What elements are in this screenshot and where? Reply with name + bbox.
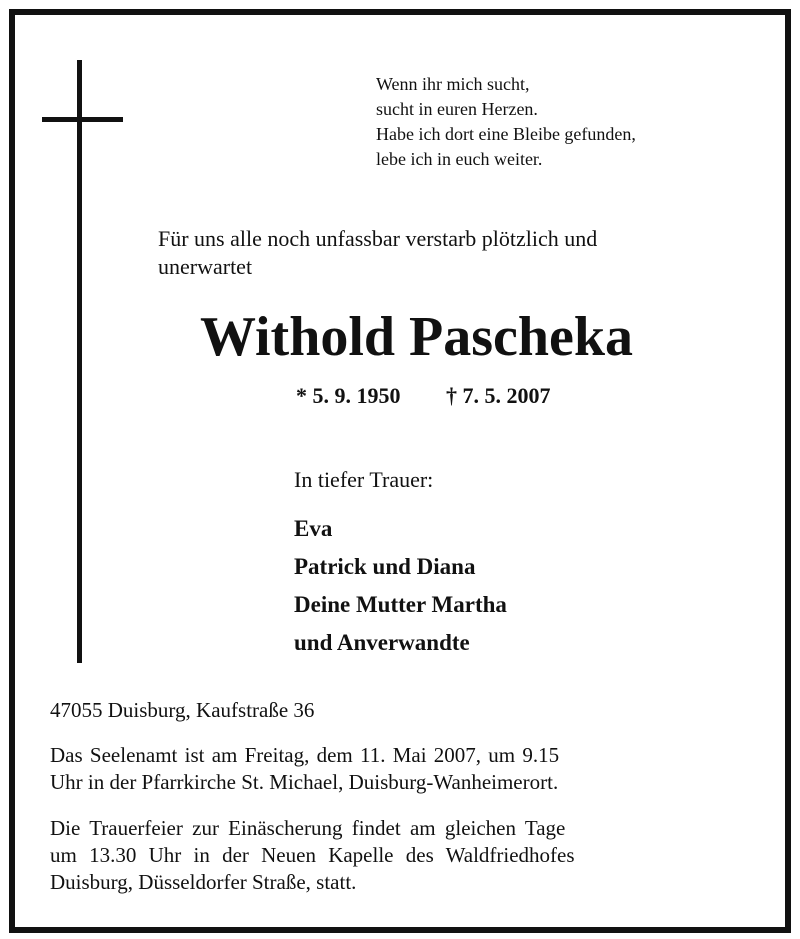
family-member: Deine Mutter Martha [294,592,507,617]
requiem-text: Das Seelenamt ist am Freitag, dem 11. Mai 2007, um 9.15 [50,743,560,767]
intro-text [158,225,758,281]
poem-line: sucht in euren Herzen. [376,99,538,119]
poem-line: Wenn ihr mich sucht, [376,74,530,94]
intro-line: unerwartet [158,254,253,279]
requiem-line-2: Uhr in der Pfarrkirche St. Michael, Duisburg-Wanheimerort. [50,770,559,794]
family-member: und Anverwandte [294,630,470,655]
life-dates [296,383,551,409]
death-date: † 7. 5. 2007 [446,383,551,408]
cross-vertical-bar [77,60,82,663]
address: 47055 Duisburg, Kaufstraße 36 [50,698,315,722]
birth-date: * 5. 9. 1950 [296,383,401,408]
cremation-line-3: Duisburg, Düsseldorfer Straße, statt. [50,870,357,894]
poem-line: Habe ich dort eine Bleibe gefunden, [376,124,636,144]
requiem-line-1 [50,742,743,769]
family-list [294,510,507,662]
poem [376,72,636,172]
cremation-line-1: Die Trauerfeier zur Einäscherung findet am gleichen Tage [50,816,566,840]
cross-horizontal-bar [42,117,123,122]
intro-line: Für uns alle noch unfassbar verstarb plötzlich und [158,226,598,251]
poem-line: lebe ich in euch weiter. [376,149,543,169]
cremation-line-2: um 13.30 Uhr in der Neuen Kapelle des Waldfriedhofes [50,843,575,867]
family-member: Patrick und Diana [294,554,476,579]
cremation-notice [50,815,743,896]
mourning-label: In tiefer Trauer: [294,467,434,492]
family-member: Eva [294,516,333,541]
requiem-notice [50,742,743,796]
deceased-name: Withold Pascheka [200,306,634,368]
